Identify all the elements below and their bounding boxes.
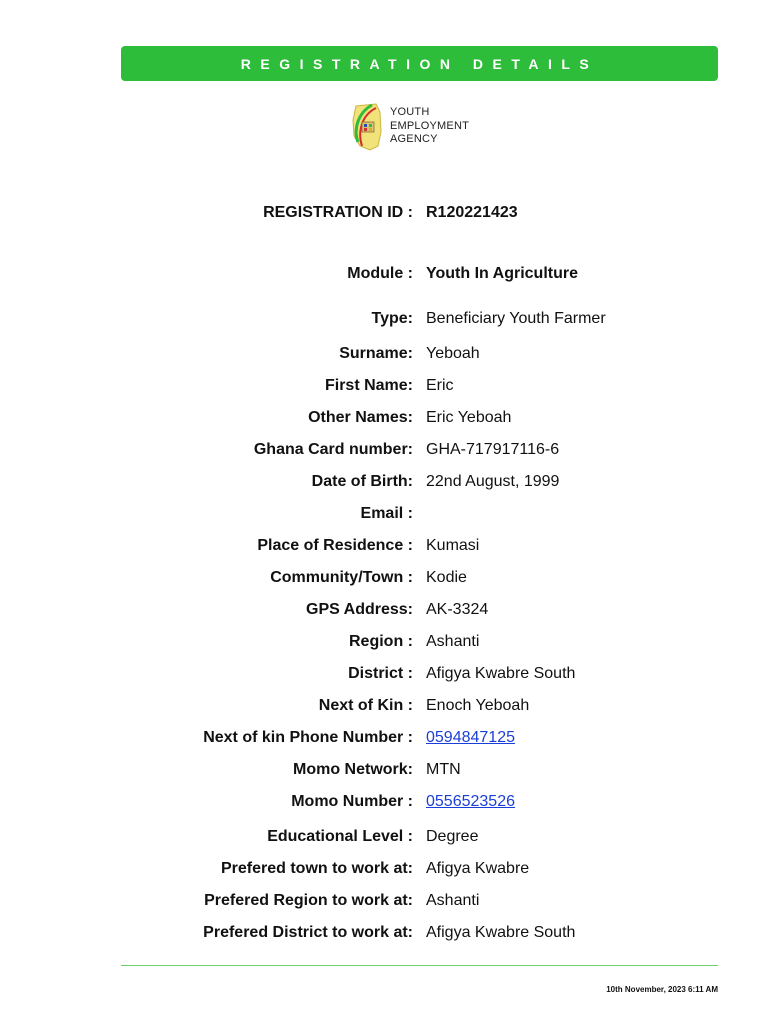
footer-divider [121,965,718,966]
field-value: Afigya Kwabre South [426,924,576,941]
field-row-residence [0,537,768,561]
field-row-next-of-kin-phone [0,729,768,753]
field-row-district [0,665,768,689]
field-value: Kumasi [426,537,480,554]
field-row-region [0,633,768,657]
footer-timestamp: 10th November, 2023 6:11 AM [606,985,718,994]
field-value: Kodie [426,569,467,586]
logo-text-line1: YOUTH [390,106,430,118]
registration-id-value: R120221423 [426,204,518,221]
field-value: Degree [426,828,479,845]
field-label: Prefered town to work at: [220,860,413,877]
field-value: Eric Yeboah [426,409,512,426]
field-label: Date of Birth: [311,473,413,490]
page-title: REGISTRATION DETAILS [240,55,599,72]
field-row-type [0,310,768,334]
ghana-map-icon [350,102,386,154]
field-label: Momo Network: [293,761,413,778]
field-row-gps [0,601,768,625]
field-label: Other Names: [308,409,413,426]
field-label: Educational Level : [267,828,413,845]
field-label: Momo Number : [291,793,413,810]
field-label: First Name: [324,377,413,394]
field-label: Prefered Region to work at: [204,892,413,909]
field-row-module [0,265,768,289]
field-row-date-of-birth [0,473,768,497]
field-row-momo-number [0,793,768,817]
field-row-email [0,505,768,529]
field-row-preferred-district [0,924,768,948]
field-label: District : [348,665,413,682]
field-row-surname [0,345,768,369]
momo-number-link[interactable]: 0556523526 [426,793,515,810]
field-value: Enoch Yeboah [426,697,530,714]
field-label: Ghana Card number: [253,441,413,458]
field-value: MTN [426,761,461,778]
field-value: Afigya Kwabre [426,860,530,877]
registration-id-row [0,204,768,228]
field-row-community [0,569,768,593]
field-value: AK-3324 [426,601,489,618]
next-of-kin-phone-link[interactable]: 0594847125 [426,729,515,746]
agency-logo [350,102,490,154]
field-value: Ashanti [426,633,480,650]
field-value: GHA-717917116-6 [426,441,560,458]
logo-text-line3: AGENCY [390,133,438,145]
field-row-ghana-card [0,441,768,465]
field-row-preferred-town [0,860,768,884]
field-row-next-of-kin [0,697,768,721]
field-row-other-names [0,409,768,433]
field-value: Youth In Agriculture [426,265,578,282]
field-value: 22nd August, 1999 [426,473,560,490]
field-row-education [0,828,768,852]
field-row-momo-network [0,761,768,785]
field-row-preferred-region [0,892,768,916]
field-value: Yeboah [426,345,480,362]
field-label: Email : [360,505,413,522]
logo-text-line2: EMPLOYMENT [390,119,470,132]
field-label: Region : [349,633,413,650]
field-row-first-name [0,377,768,401]
field-value: Ashanti [426,892,480,909]
field-label: Prefered District to work at: [203,924,413,941]
field-label: Surname: [339,345,413,362]
field-label: Community/Town : [270,569,413,586]
field-label: Next of kin Phone Number : [203,729,413,746]
page-title-banner [121,46,718,81]
field-label: GPS Address: [306,601,413,618]
registration-id-label: REGISTRATION ID : [263,204,413,221]
field-label: Place of Residence : [257,537,413,554]
field-label: Type: [371,310,413,327]
field-label: Next of Kin : [318,697,413,714]
field-value: Beneficiary Youth Farmer [426,310,606,327]
field-value: Afigya Kwabre South [426,665,576,682]
field-value: Eric [426,377,454,394]
field-label: Module : [347,265,413,282]
